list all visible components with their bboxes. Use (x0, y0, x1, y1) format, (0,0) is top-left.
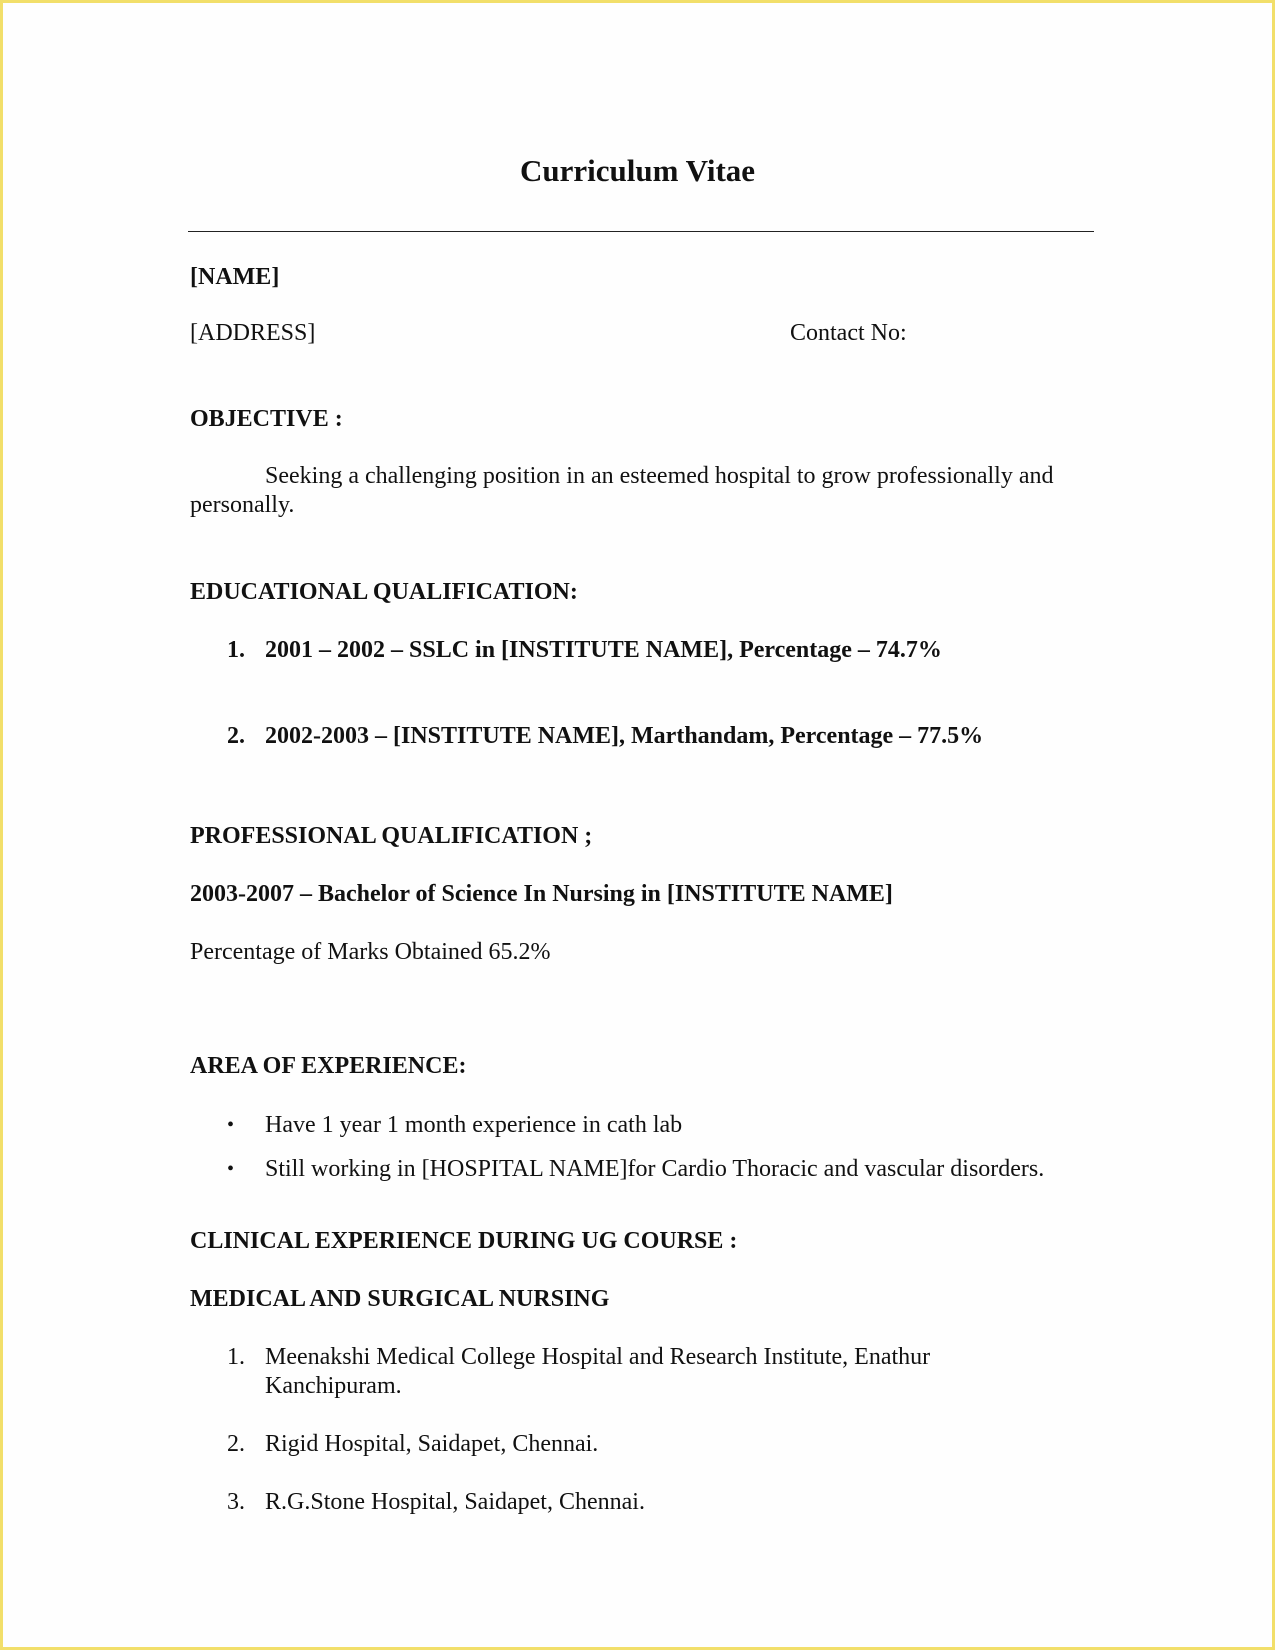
education-item: 2001 – 2002 – SSLC in [INSTITUTE NAME], Percentage – 74.7% (265, 637, 942, 663)
education-item: 2002-2003 – [INSTITUTE NAME], Marthandam, Percentage – 77.5% (265, 723, 984, 749)
objective-heading: OBJECTIVE : (190, 406, 343, 432)
clinical-item-number: 3. (227, 1489, 245, 1515)
title-divider (188, 231, 1094, 232)
clinical-subheading: MEDICAL AND SURGICAL NURSING (190, 1286, 610, 1312)
clinical-item-continuation: Kanchipuram. (265, 1373, 402, 1399)
experience-item: Have 1 year 1 month experience in cath lab (265, 1112, 683, 1138)
clinical-item: Meenakshi Medical College Hospital and Research Institute, Enathur (265, 1344, 931, 1370)
education-item-number: 2. (227, 723, 245, 749)
professional-degree: 2003-2007 – Bachelor of Science In Nursing in [INSTITUTE NAME] (190, 881, 893, 907)
professional-marks: Percentage of Marks Obtained 65.2% (190, 939, 551, 965)
professional-heading: PROFESSIONAL QUALIFICATION ; (190, 823, 593, 849)
objective-text-line2: personally. (190, 492, 295, 518)
clinical-item: R.G.Stone Hospital, Saidapet, Chennai. (265, 1489, 645, 1515)
name-placeholder: [NAME] (190, 264, 280, 290)
address-placeholder: [ADDRESS] (190, 320, 316, 346)
experience-item: Still working in [HOSPITAL NAME]for Cardio Thoracic and vascular disorders. (265, 1156, 1045, 1182)
clinical-item-number: 2. (227, 1431, 245, 1457)
clinical-item: Rigid Hospital, Saidapet, Chennai. (265, 1431, 599, 1457)
bullet-icon: • (227, 1114, 235, 1136)
experience-heading: AREA OF EXPERIENCE: (190, 1053, 467, 1079)
clinical-item-number: 1. (227, 1344, 245, 1370)
bullet-icon: • (227, 1158, 235, 1180)
document-title: Curriculum Vitae (519, 153, 756, 188)
contact-label: Contact No: (790, 320, 907, 346)
objective-text-line1: Seeking a challenging position in an esteemed hospital to grow professionally and (265, 463, 1054, 489)
clinical-heading: CLINICAL EXPERIENCE DURING UG COURSE : (190, 1228, 738, 1254)
education-heading: EDUCATIONAL QUALIFICATION: (190, 579, 578, 605)
education-item-number: 1. (227, 637, 245, 663)
